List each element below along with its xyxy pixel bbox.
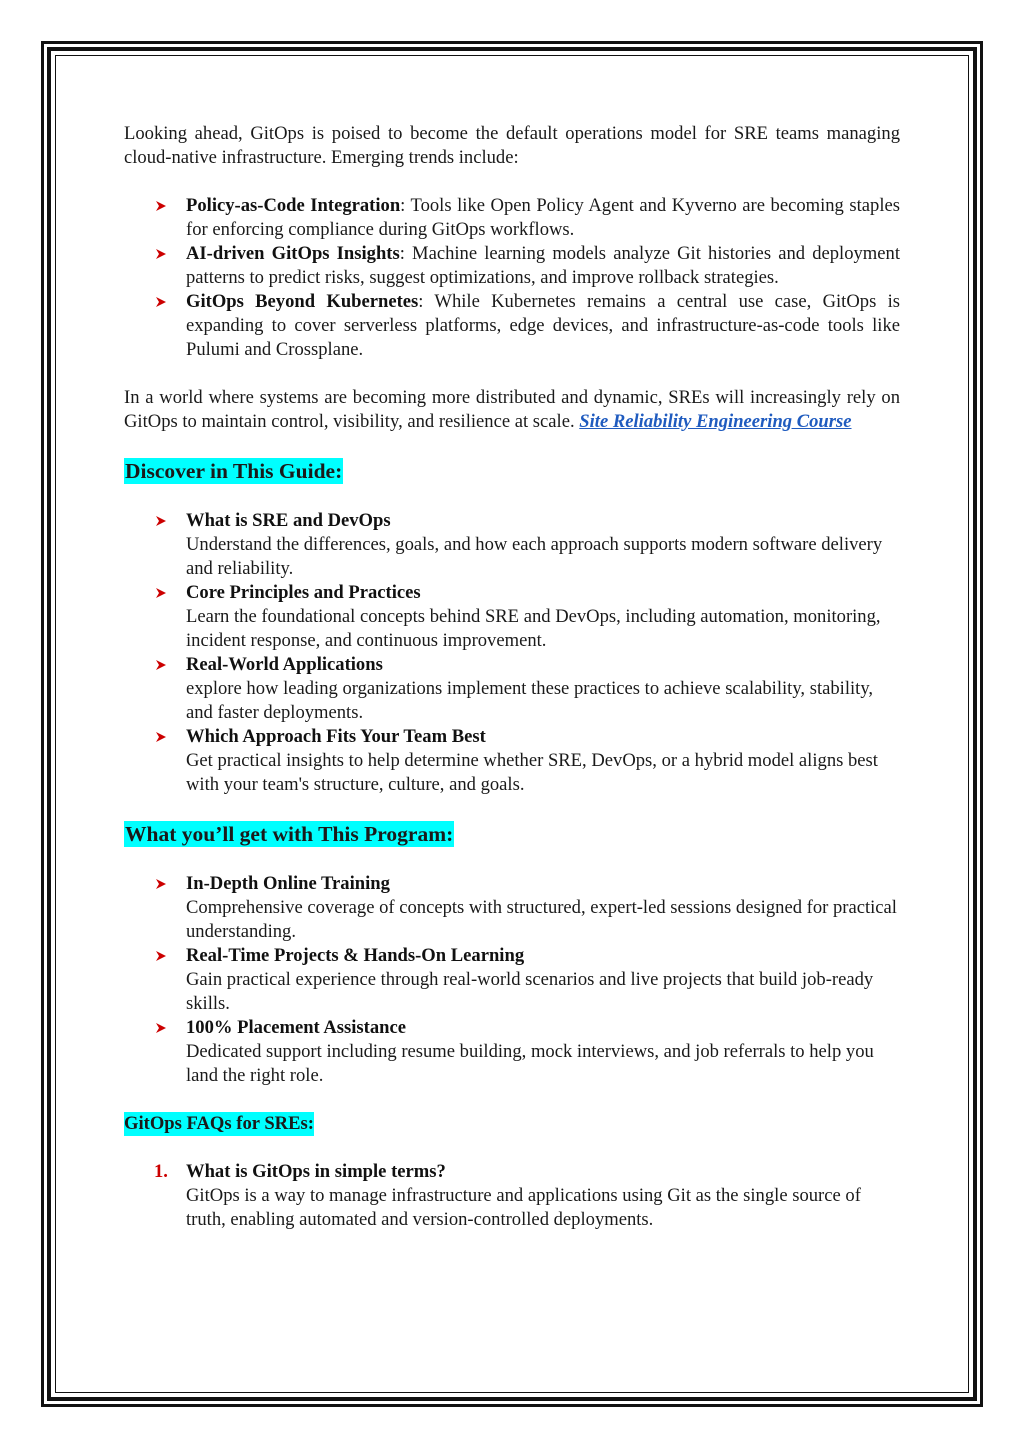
- guide-item-title: Which Approach Fits Your Team Best: [186, 726, 486, 747]
- course-link[interactable]: Site Reliability Engineering Course: [579, 411, 852, 432]
- trend-title: AI-driven GitOps Insights: [186, 243, 400, 264]
- list-item: [186, 290, 900, 362]
- faq-heading: GitOps FAQs for SREs:: [124, 1113, 314, 1134]
- program-item-desc: Comprehensive coverage of concepts with structured, expert-led sessions designed for practical understanding.: [186, 897, 897, 942]
- program-item-desc: Dedicated support including resume building, mock interviews, and job referrals to help you land the right role.: [186, 1041, 874, 1086]
- list-item: [186, 194, 900, 242]
- arrowhead-bullet-icon: [154, 509, 168, 533]
- list-item: [186, 653, 900, 725]
- list-item: [186, 725, 900, 797]
- program-heading-row: [124, 821, 900, 848]
- program-list: [124, 872, 900, 1088]
- program-item-title: 100% Placement Assistance: [186, 1017, 406, 1038]
- list-item: [186, 872, 900, 944]
- guide-item-title: Core Principles and Practices: [186, 582, 421, 603]
- trend-text: : While Kubernetes remains a central use case, GitOps is expanding to cover serverless platforms, edge devices, and infrastructure-as-code tools like Pulumi and Crossplane.: [186, 291, 900, 360]
- document-body: [124, 122, 900, 1232]
- closing-paragraph: [124, 386, 900, 434]
- program-item-desc: Gain practical experience through real-world scenarios and live projects that build job-ready skills.: [186, 969, 874, 1014]
- guide-item-desc: Learn the foundational concepts behind SRE and DevOps, including automation, monitoring, incident response, and continuous improvement.: [186, 606, 881, 651]
- guide-item-desc: Understand the differences, goals, and how each approach supports modern software delivery and reliability.: [186, 534, 883, 579]
- list-item: [186, 509, 900, 581]
- faq-answer: GitOps is a way to manage infrastructure and applications using Git as the single source of truth, enabling automated and version-controlled deployments.: [186, 1185, 861, 1230]
- program-item-title: In-Depth Online Training: [186, 873, 390, 894]
- list-item: [186, 581, 900, 653]
- faq-question: What is GitOps in simple terms?: [186, 1161, 446, 1182]
- trends-list: [124, 194, 900, 362]
- trend-title: Policy-as-Code Integration: [186, 195, 401, 216]
- arrowhead-bullet-icon: [154, 944, 168, 968]
- arrowhead-bullet-icon: [154, 290, 168, 314]
- faq-list: [124, 1160, 900, 1232]
- trend-text: : Tools like Open Policy Agent and Kyverno are becoming staples for enforcing compliance during GitOps workflows.: [186, 195, 900, 240]
- arrowhead-bullet-icon: [154, 653, 168, 677]
- guide-heading-row: [124, 458, 900, 485]
- program-item-title: Real-Time Projects & Hands-On Learning: [186, 945, 525, 966]
- arrowhead-bullet-icon: [154, 725, 168, 749]
- list-item: [186, 944, 900, 1016]
- faq-number: 1.: [154, 1161, 168, 1182]
- arrowhead-bullet-icon: [154, 581, 168, 605]
- guide-item-title: Real-World Applications: [186, 654, 383, 675]
- arrowhead-bullet-icon: [154, 194, 168, 218]
- guide-item-desc: explore how leading organizations implement these practices to achieve scalability, stability, and faster deployments.: [186, 678, 874, 723]
- guide-heading: Discover in This Guide:: [125, 459, 343, 483]
- arrowhead-bullet-icon: [154, 242, 168, 266]
- arrowhead-bullet-icon: [154, 872, 168, 896]
- closing-text: In a world where systems are becoming more distributed and dynamic, SREs will increasingly rely on GitOps to maintain control, visibility, and resilience at scale.: [124, 387, 900, 432]
- list-item: [154, 1160, 900, 1232]
- intro-paragraph: Looking ahead, GitOps is poised to become the default operations model for SRE teams managing cloud-native infrastructure. Emerging trends include:: [124, 123, 900, 168]
- faq-heading-row: [124, 1112, 900, 1136]
- trend-text: : Machine learning models analyze Git histories and deployment patterns to predict risks, suggest optimizations, and improve rollback strategies.: [186, 243, 900, 288]
- list-item: [186, 242, 900, 290]
- program-heading: What you’ll get with This Program:: [125, 822, 454, 846]
- guide-list: [124, 509, 900, 797]
- guide-item-desc: Get practical insights to help determine whether SRE, DevOps, or a hybrid model aligns best with your team's structure, culture, and goals.: [186, 750, 878, 795]
- arrowhead-bullet-icon: [154, 1016, 168, 1040]
- guide-item-title: What is SRE and DevOps: [186, 510, 391, 531]
- list-item: [186, 1016, 900, 1088]
- trend-title: GitOps Beyond Kubernetes: [186, 291, 419, 312]
